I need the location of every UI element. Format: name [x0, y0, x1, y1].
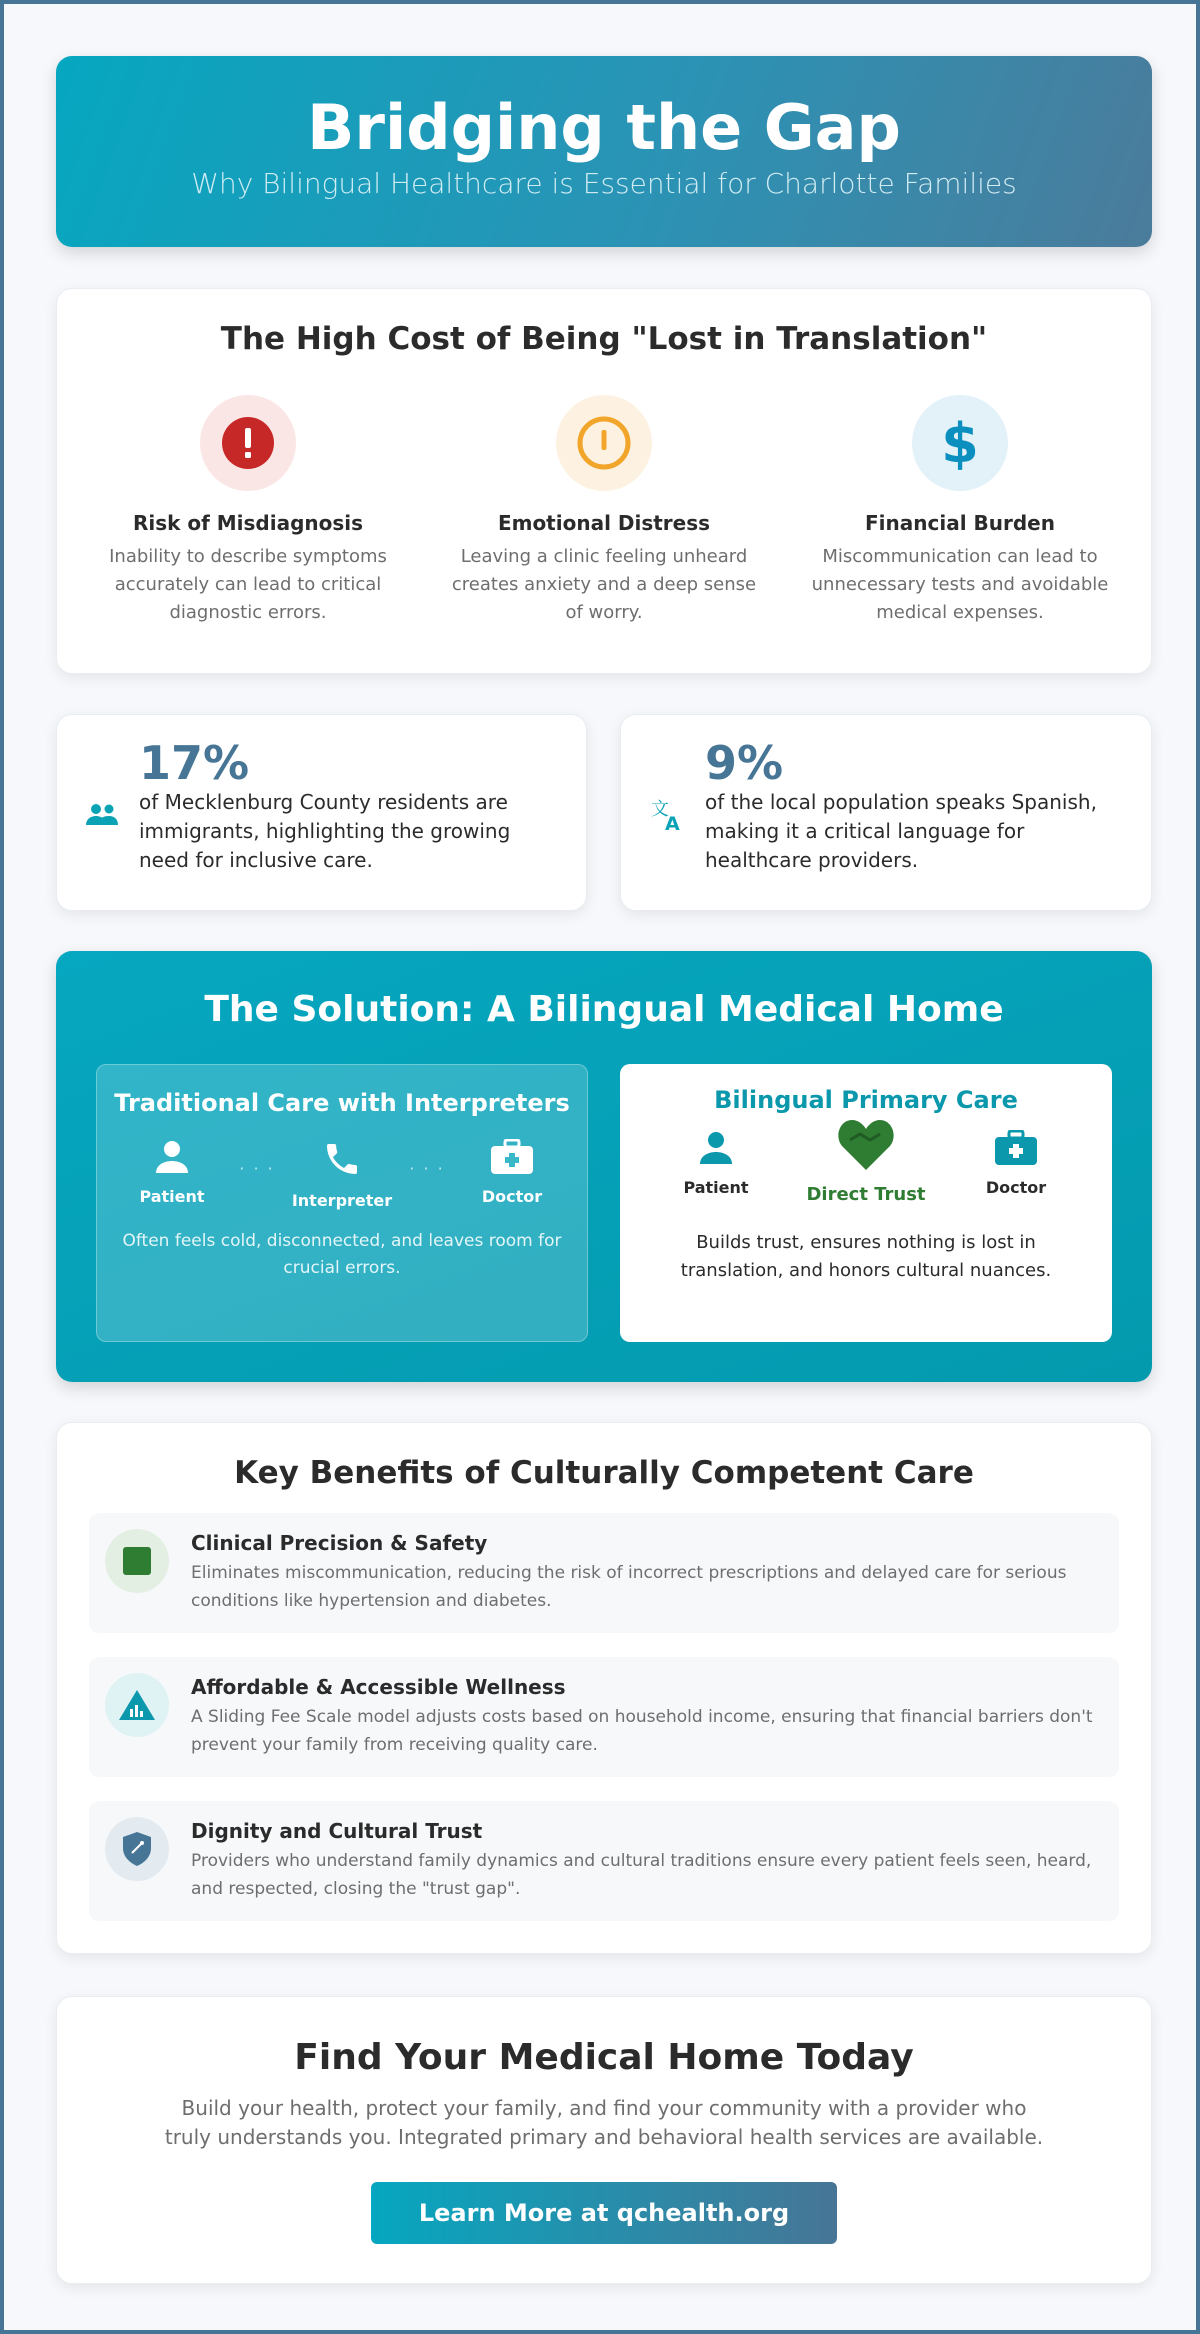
stat-immigrants	[56, 714, 587, 911]
person-icon	[698, 1130, 734, 1166]
node-interpreter	[277, 1139, 407, 1210]
node-patient	[107, 1139, 237, 1206]
cost-item-title: Emotional Distress	[497, 511, 711, 535]
cost-title: The High Cost of Being "Lost in Translation"	[220, 321, 988, 357]
benefits-title: Key Benefits of Culturally Competent Care	[234, 1455, 974, 1491]
benefit-item	[89, 1801, 1119, 1921]
cost-item-text: Miscommunication can lead to unnecessary tests and avoidable medical expenses.	[811, 546, 1109, 623]
cost-item-financial	[805, 395, 1115, 627]
benefit-text: Eliminates miscommunication, reducing the risk of incorrect prescriptions and delayed care for serious conditions like hypertension and diabetes.	[191, 1563, 1067, 1611]
exclamation-icon	[200, 395, 296, 491]
bilingual-care-note: Builds trust, ensures nothing is lost in translation, and honors cultural nuances.	[680, 1232, 1052, 1281]
benefit-title: Affordable & Accessible Wellness	[191, 1675, 566, 1699]
person-icon	[154, 1139, 190, 1175]
warning-circle-icon	[556, 395, 652, 491]
benefits-section	[56, 1422, 1152, 1954]
hero-banner	[56, 56, 1152, 247]
node-doctor	[941, 1130, 1091, 1197]
solution-title: The Solution: A Bilingual Medical Home	[204, 989, 1004, 1030]
cta-section	[56, 1996, 1152, 2284]
cost-item-distress	[449, 395, 759, 627]
node-label: Doctor	[985, 1178, 1047, 1197]
handshake-icon	[836, 1116, 896, 1172]
chart-triangle-icon	[105, 1673, 169, 1737]
shield-icon	[105, 1817, 169, 1881]
cost-section	[56, 288, 1152, 674]
dollar-icon	[912, 395, 1008, 491]
page-title: Bridging the Gap	[307, 91, 901, 164]
benefit-text: Providers who understand family dynamics and cultural traditions ensure every patient feels seen, heard, and respected, closing the "trust gap".	[191, 1851, 1092, 1899]
medical-bag-icon	[490, 1139, 534, 1175]
benefit-title: Dignity and Cultural Trust	[191, 1819, 483, 1843]
cost-item-title: Risk of Misdiagnosis	[132, 511, 364, 535]
bilingual-care-card	[620, 1064, 1112, 1342]
cost-item-title: Financial Burden	[865, 511, 1055, 535]
traditional-care-title: Traditional Care with Interpreters	[114, 1089, 570, 1117]
node-label: Direct Trust	[806, 1184, 926, 1205]
node-label: Patient	[683, 1178, 749, 1197]
people-icon	[85, 803, 119, 827]
benefit-text: A Sliding Fee Scale model adjusts costs based on household income, ensuring that financial barriers don't prevent your family from receiving quality care.	[191, 1707, 1093, 1755]
traditional-care-card	[96, 1064, 588, 1342]
stat-text: of the local population speaks Spanish, making it a critical language for healthcare providers.	[705, 790, 1097, 872]
connector-dots: · · ·	[239, 1159, 275, 1178]
medical-bag-icon	[994, 1130, 1038, 1166]
cost-item-text: Leaving a clinic feeling unheard creates anxiety and a deep sense of worry.	[451, 546, 757, 623]
benefit-item	[89, 1657, 1119, 1777]
phone-icon	[322, 1139, 362, 1179]
node-patient	[641, 1130, 791, 1197]
solution-section	[56, 951, 1152, 1382]
svg-text:文: 文	[651, 798, 669, 820]
stat-spanish	[620, 714, 1152, 911]
benefit-item	[89, 1513, 1119, 1633]
bilingual-care-title: Bilingual Primary Care	[714, 1086, 1018, 1114]
page-subtitle: Why Bilingual Healthcare is Essential for Charlotte Families	[191, 167, 1017, 201]
stat-value: 17%	[139, 736, 250, 790]
node-label: Patient	[139, 1187, 205, 1206]
cta-title: Find Your Medical Home Today	[294, 2037, 914, 2078]
cta-text: Build your health, protect your family, and find your community with a provider who truly understands you. Integrated primary and behavioral health services are available.	[164, 2096, 1044, 2149]
translate-icon	[649, 797, 685, 833]
benefit-title: Clinical Precision & Safety	[191, 1531, 488, 1555]
square-icon	[105, 1529, 169, 1593]
traditional-care-note: Often feels cold, disconnected, and leaves room for crucial errors.	[122, 1231, 562, 1278]
node-doctor	[447, 1139, 577, 1206]
node-label: Interpreter	[291, 1191, 393, 1210]
learn-more-button[interactable]: Learn More at qchealth.org	[371, 2182, 837, 2244]
stat-value: 9%	[705, 736, 784, 790]
svg-text:$: $	[941, 414, 979, 472]
node-label: Doctor	[481, 1187, 543, 1206]
svg-text:A: A	[665, 812, 680, 833]
cost-item-misdiagnosis	[93, 395, 403, 627]
node-direct-trust	[791, 1130, 941, 1205]
connector-dots: · · ·	[409, 1159, 445, 1178]
cost-item-text: Inability to describe symptoms accurately can lead to critical diagnostic errors.	[109, 546, 387, 623]
stat-text: of Mecklenburg County residents are immigrants, highlighting the growing need for inclusive care.	[139, 790, 511, 872]
